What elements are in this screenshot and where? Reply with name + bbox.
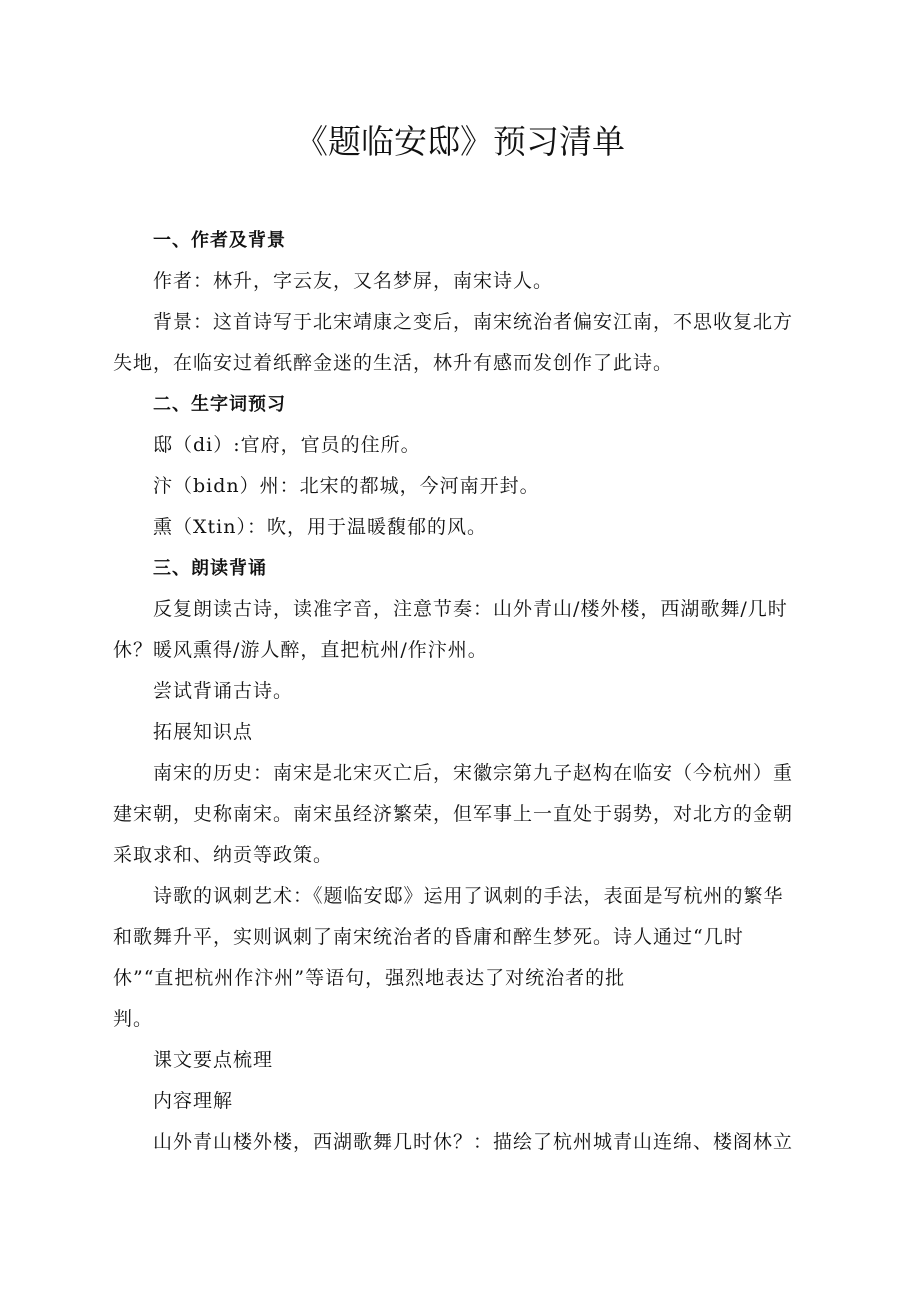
background-paragraph: 背景：这首诗写于北宋靖康之变后，南宋统治者偏安江南，不思收复北方失地，在临安过着纸醉金迷的生活，林升有感而发创作了此诗。 bbox=[113, 311, 794, 374]
section-heading-vocab: 二、生字词预习 bbox=[153, 394, 286, 415]
vocab-item: 汴（bidn）州：北宋的都城，今河南开封。 bbox=[153, 475, 540, 497]
satire-paragraph bbox=[113, 876, 803, 958]
history-paragraph: 南宋的历史：南宋是北宋灭亡后，宋徽宗第九子赵构在临安（今杭州）重建宋朝，史称南宋。南宋虽经济繁荣，但军事上一直处于弱势，对北方的金朝采取求和、纳贡等政策。 bbox=[113, 762, 794, 866]
reading-practice-paragraph: 反复朗读古诗，读准字音，注意节奏：山外青山/楼外楼，西湖歌舞/几时休？暖风熏得/游人醉，直把杭州/作汴州。 bbox=[113, 598, 788, 661]
page-title: 《题临安邸》预习清单 bbox=[295, 122, 625, 161]
satire-line: 休”“直把杭州作汴州”等语句，强烈地表达了对统治者的批 bbox=[113, 967, 626, 989]
section-heading-reading: 三、朗读背诵 bbox=[153, 558, 267, 579]
extension-heading: 拓展知识点 bbox=[153, 721, 254, 743]
review-heading: 课文要点梳理 bbox=[153, 1049, 274, 1071]
review-subheading: 内容理解 bbox=[153, 1090, 234, 1112]
satire-line: 判。 bbox=[113, 1008, 154, 1030]
section-heading-author: 一、作者及背景 bbox=[153, 230, 286, 251]
vocab-item: 熏（Xtin）：吹，用于温暖馥郁的风。 bbox=[153, 516, 487, 538]
recite-line: 尝试背诵古诗。 bbox=[153, 680, 294, 702]
review-line: 山外青山楼外楼，西湖歌舞几时休？：描绘了杭州城青山连绵、楼阁林立 bbox=[153, 1131, 794, 1153]
satire-line: 诗歌的讽刺艺术：《题临安邸》运用了讽刺的手法，表面是写杭州的繁华和歌舞升平，实则讽刺了南宋统治者的昏庸和醉生梦死。诗人通过“几时 bbox=[113, 885, 784, 948]
document-body bbox=[113, 220, 803, 1163]
author-line: 作者：林升，字云友，又名梦屏，南宋诗人。 bbox=[153, 270, 554, 292]
vocab-item: 邸（di）:官府，官员的住所。 bbox=[153, 434, 421, 456]
